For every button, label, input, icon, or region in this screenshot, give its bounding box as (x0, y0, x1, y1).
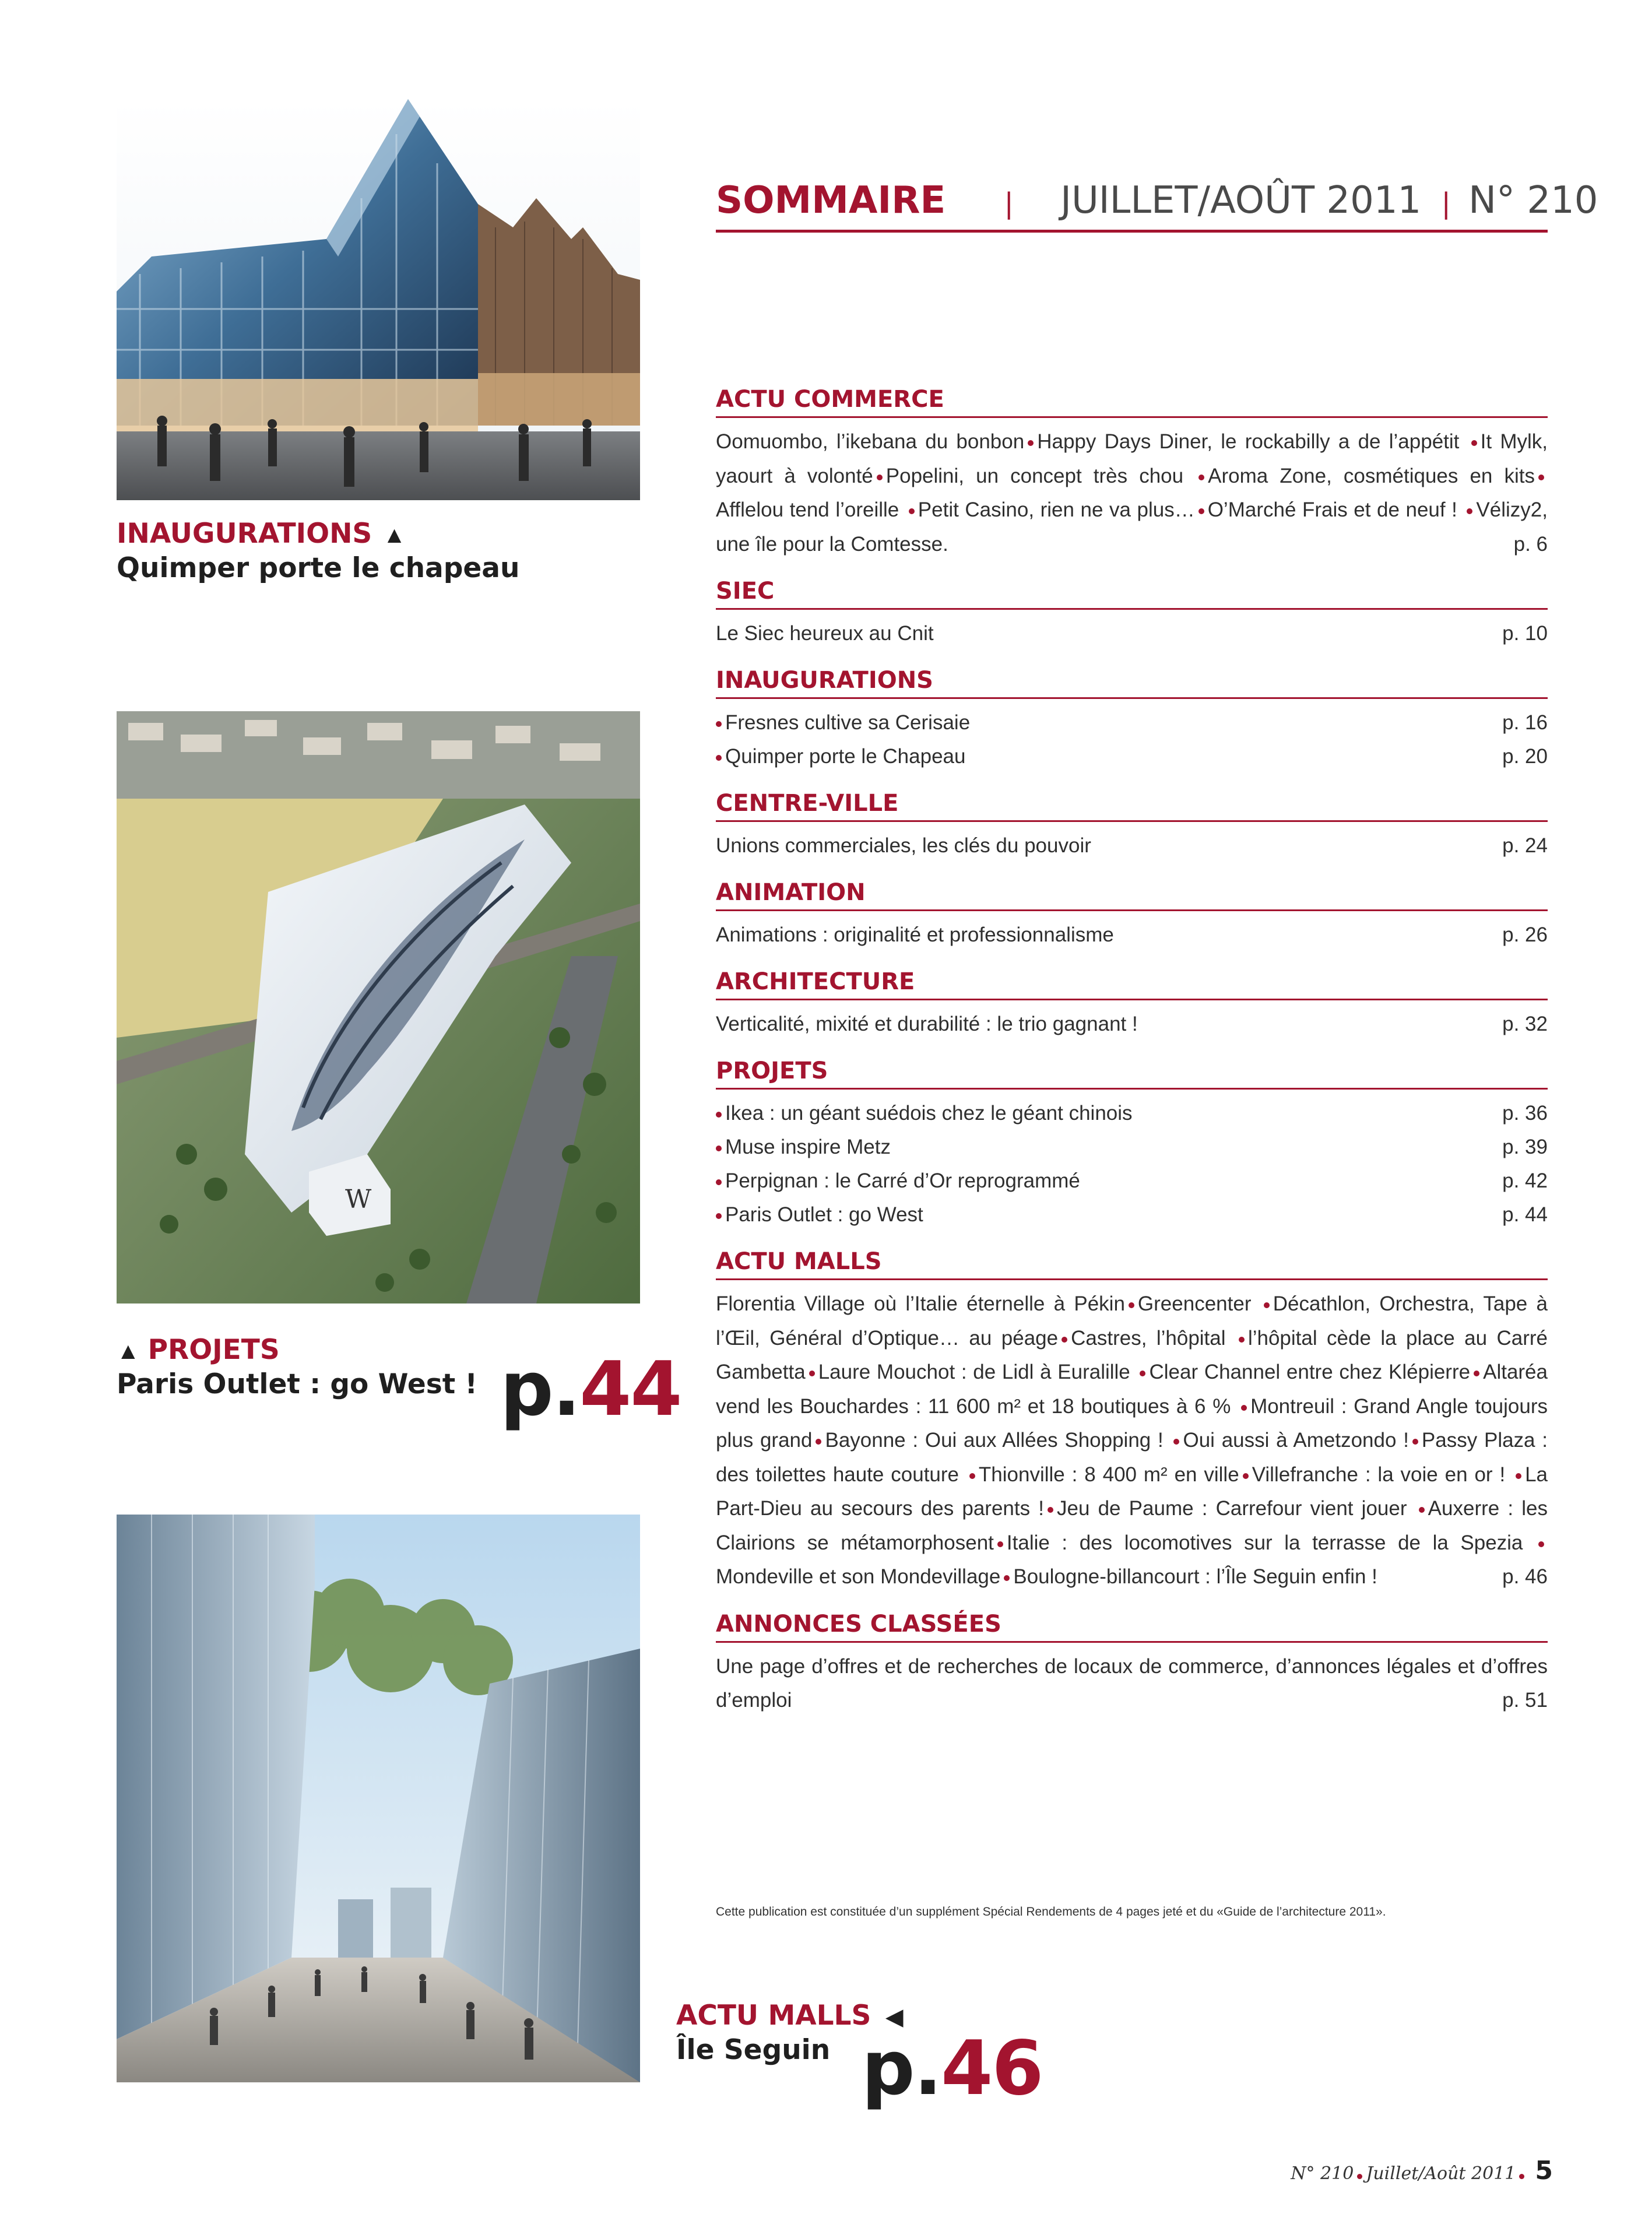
teaser-3-title: Île Seguin (676, 2034, 831, 2066)
supplement-note: Cette publication est constituée d’un supplément Spécial Rendements de 4 pages jeté et du «Guide de l’architecture 2011». (716, 1905, 1386, 1919)
section-heading: INAUGURATIONS (716, 667, 933, 694)
toc-entry[interactable]: Le Siec heureux au Cnit p. 10 (716, 617, 1548, 651)
masthead-rule (716, 230, 1548, 233)
masthead-separator: | (1441, 187, 1451, 220)
svg-text:W: W (345, 1185, 372, 1214)
toc-entry[interactable]: Quimper porte le Chapeau p. 20 (716, 740, 1548, 774)
section-heading: ANIMATION (716, 879, 866, 906)
section-annonces-classees (716, 1610, 1548, 1718)
sommaire-title: SOMMAIRE (716, 179, 946, 222)
toc-entry[interactable]: Paris Outlet : go West p. 44 (716, 1198, 1548, 1232)
section-rule (716, 1088, 1548, 1090)
teaser-1-caption (117, 518, 519, 584)
teaser-3-page-number: p.46 (862, 2025, 1043, 2112)
section-rule (716, 1641, 1548, 1643)
page-ref[interactable]: p. 6 (1513, 532, 1548, 556)
section-text: Florentia Village où l’Italie éternelle à Pékin Greencenter Décathlon, Orchestra, Tape à l’Œil, Général d’Optique… au péage Castres, l’hôpital l’hôpital cède la place au Carré Gambetta Laure Mouchot : de Lidl à Euralille Clear Channel entre chez Klépierre Altaréa vend les Bouchardes : 11 600 m² et 18 boutiques à 6 % Montreuil : Grand Angle toujours plus grand Bayonne : Oui aux Allées Shopping ! Oui aussi à Ametzondo ! Passy Plaza : des toilettes haute couture Thionville : 8 400 m² en ville Villefranche : la voie en or ! La Part-Dieu au secours des parents ! Jeu de Paume : Carrefour vient jouer Auxerre : les Clairions se métamorphosent Italie : des locomotives sur la terrasse de la Spezia Mondeville et son Mondevillage Boulogne-billancourt : l’Île Seguin enfin ! p. 46 (716, 1287, 1548, 1594)
section-rule (716, 820, 1548, 822)
section-heading: CENTRE-VILLE (716, 790, 899, 817)
photo-paris-outlet-aerial (117, 711, 640, 1304)
section-heading: SIEC (716, 578, 775, 605)
issue-number: N° 210 (1468, 179, 1598, 222)
page-ref: p. 26 (1502, 923, 1548, 946)
section-rule (716, 999, 1548, 1000)
section-architecture (716, 967, 1548, 1041)
footer-issue: N° 210 (1291, 2163, 1354, 2184)
section-heading: ACTU MALLS (716, 1248, 882, 1275)
section-text: Oomuombo, l’ikebana du bonbon Happy Days Diner, le rockabilly a de l’appétit It Mylk, yaourt à volonté Popelini, un concept très chou Aroma Zone, cosmétiques en kitsAfflelou tend l’oreille Petit Casino, rien ne va plus… O’Marché Frais et de neuf ! Vélizy2, une île pour la Comtesse. p. 6 (716, 425, 1548, 561)
page-ref: p. 10 (1502, 622, 1548, 645)
section-heading: PROJETS (716, 1057, 828, 1084)
page-ref: p. 39 (1502, 1136, 1548, 1158)
section-heading: ANNONCES CLASSÉES (716, 1610, 1001, 1638)
toc-entry[interactable]: Verticalité, mixité et durabilité : le trio gagnant ! p. 32 (716, 1007, 1548, 1041)
teaser-2-title: Paris Outlet : go West ! (117, 1368, 477, 1400)
page-folio: 5 (1535, 2156, 1553, 2186)
section-rule (716, 1278, 1548, 1280)
section-heading: ACTU COMMERCE (716, 386, 944, 413)
teaser-2-page-number: p.44 (500, 1346, 681, 1433)
teaser-2-kicker: PROJETS (147, 1334, 280, 1366)
table-of-contents (716, 385, 1548, 1733)
page-ref: p. 32 (1502, 1013, 1548, 1035)
page-ref: p. 24 (1502, 834, 1548, 857)
photo-quimper-building (117, 99, 640, 500)
page-footer (1291, 2156, 1553, 2186)
toc-entry[interactable]: Perpignan : le Carré d’Or reprogrammé p. 42 (716, 1164, 1548, 1198)
page-ref: p. 36 (1502, 1102, 1548, 1125)
section-rule (716, 416, 1548, 418)
footer-date: Juillet/Août 2011 (1366, 2163, 1516, 2184)
toc-entry[interactable]: Fresnes cultive sa Cerisaie p. 16 (716, 706, 1548, 740)
triangle-up-icon: ▲ (117, 1338, 140, 1364)
teaser-2-caption (117, 1334, 477, 1400)
section-projets (716, 1056, 1548, 1232)
section-heading: ARCHITECTURE (716, 968, 915, 995)
section-inaugurations (716, 666, 1548, 774)
triangle-left-icon: ◀ (885, 2004, 904, 2030)
page-ref: p. 44 (1502, 1203, 1548, 1226)
section-animation (716, 878, 1548, 952)
photo-ile-seguin-street (117, 1515, 640, 2082)
page-ref[interactable]: p. 46 (1502, 1565, 1548, 1588)
section-actu-malls (716, 1247, 1548, 1594)
issue-date: JUILLET/AOÛT 2011 (1060, 179, 1422, 222)
section-text: Une page d’offres et de recherches de locaux de commerce, d’annonces légales et d’offres d’emploi p. 51 (716, 1650, 1548, 1718)
page-ref: p. 16 (1502, 711, 1548, 734)
section-centre-ville (716, 789, 1548, 863)
toc-entry[interactable]: Ikea : un géant suédois chez le géant chinois p. 36 (716, 1097, 1548, 1130)
triangle-up-icon: ▲ (382, 522, 406, 548)
toc-entry[interactable]: Animations : originalité et professionnalisme p. 26 (716, 918, 1548, 952)
teaser-1-kicker: INAUGURATIONS (117, 518, 372, 550)
bullet-dot (1519, 2174, 1524, 2179)
section-rule (716, 909, 1548, 911)
page-ref: p. 42 (1502, 1169, 1548, 1192)
masthead (716, 179, 1598, 222)
teaser-1-title: Quimper porte le chapeau (117, 552, 520, 584)
page-ref[interactable]: p. 51 (1502, 1689, 1548, 1712)
section-rule (716, 697, 1548, 699)
section-rule (716, 608, 1548, 610)
toc-entry[interactable]: Unions commerciales, les clés du pouvoir p. 24 (716, 829, 1548, 863)
teaser-3-kicker: ACTU MALLS (676, 2000, 871, 2032)
section-actu-commerce (716, 385, 1548, 561)
bullet-dot (1357, 2174, 1362, 2179)
section-siec (716, 577, 1548, 651)
page-ref: p. 20 (1502, 745, 1548, 768)
toc-entry[interactable]: Muse inspire Metz p. 39 (716, 1130, 1548, 1164)
masthead-separator: | (1004, 187, 1014, 220)
